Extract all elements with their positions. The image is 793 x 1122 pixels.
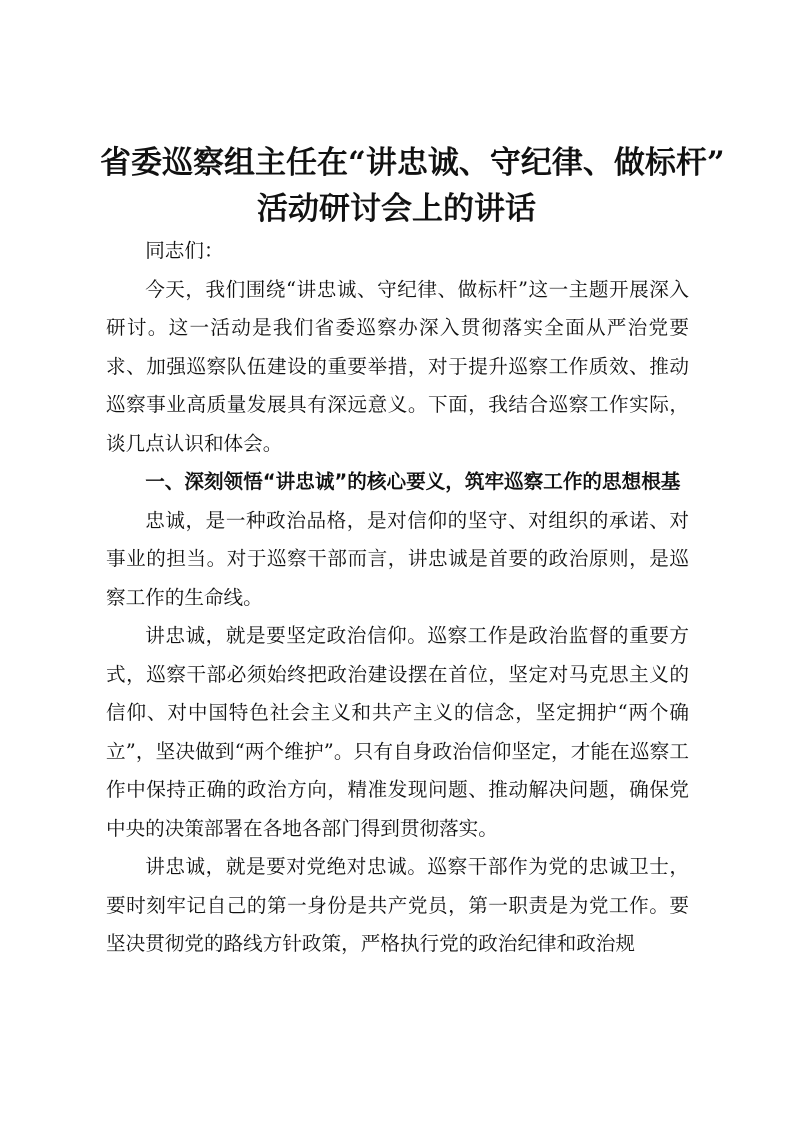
- title-line-1: 省委巡察组主任在“讲忠诚、守纪律、做标杆”: [100, 145, 725, 181]
- title-line-2: 活动研讨会上的讲话: [257, 191, 536, 227]
- document-title: [100, 140, 725, 232]
- salutation: 同志们：: [145, 239, 224, 262]
- paragraph: 忠诚，是一种政治品格，是对信仰的坚守、对组织的承诺、对事业的担当。对于巡察干部而言，讲忠诚是首要的政治原则，是巡察工作的生命线。: [106, 508, 689, 609]
- paragraph: 讲忠诚，就是要对党绝对忠诚。巡察干部作为党的忠诚卫士，要时刻牢记自己的第一身份是共产党员，第一职责是为党工作。要坚决贯彻党的路线方针政策，严格执行党的政治纪律和政治规: [106, 855, 689, 955]
- paragraph: 讲忠诚，就是要坚定政治信仰。巡察工作是政治监督的重要方式，巡察干部必须始终把政治建设摆在首位，坚定对马克思主义的信仰、对中国特色社会主义和共产主义的信念，坚定拥护“两个确立”，坚决做到“两个维护”。只有自身政治信仰坚定，才能在巡察工作中保持正确的政治方向，精准发现问题、推动解决问题，确保党中央的决策部署在各地各部门得到贯彻落实。: [106, 624, 689, 840]
- document-body: [106, 232, 689, 964]
- section-heading-1: 一、深刻领悟“讲忠诚”的核心要义，筑牢巡察工作的思想根基: [145, 470, 681, 493]
- paragraph-intro: 今天，我们围绕“讲忠诚、守纪律、做标杆”这一主题开展深入研讨。这一活动是我们省委巡察办深入贯彻落实全面从严治党要求、加强巡察队伍建设的重要举措，对于提升巡察工作质效、推动巡察事业高质量发展具有深远意义。下面，我结合巡察工作实际，谈几点认识和体会。: [106, 277, 689, 455]
